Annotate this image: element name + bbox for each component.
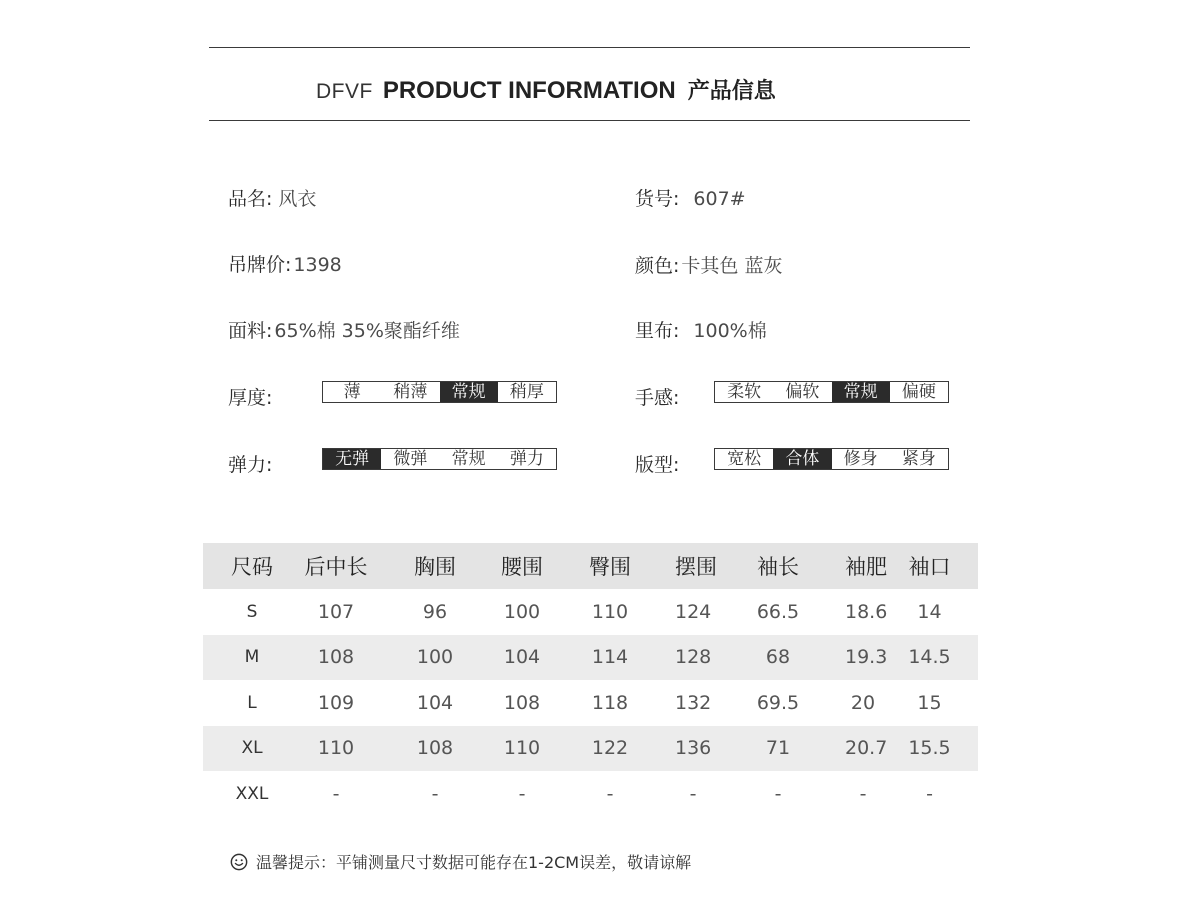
- header-cell: 尺码: [231, 555, 273, 579]
- fit-options: [714, 448, 949, 470]
- header-cell: 腰围: [501, 555, 543, 579]
- product-color: [635, 251, 782, 278]
- measure-cell: 14: [917, 600, 942, 623]
- size-cell: S: [246, 601, 258, 622]
- thickness-option: 稍厚: [509, 381, 544, 402]
- measure-cell: 15.5: [908, 737, 951, 760]
- measure-cell: 20.7: [845, 737, 888, 760]
- measure-cell: 108: [317, 646, 355, 669]
- fabric-value: 65%棉 35%聚酯纤维: [274, 320, 460, 342]
- measure-cell: 122: [591, 737, 629, 760]
- tag-price-label: 吊牌价:: [228, 254, 292, 276]
- elasticity-label: 弹力:: [228, 454, 273, 476]
- header-cell: 胸围: [414, 555, 456, 579]
- fit-option: 合体: [773, 449, 831, 469]
- product-name-value: 风衣: [278, 188, 317, 210]
- measure-cell: 128: [675, 646, 712, 669]
- header-cell: 袖长: [757, 555, 799, 579]
- tip-text: 温馨提示：平铺测量尺寸数据可能存在1-2CM误差，敬请谅解: [256, 853, 692, 872]
- measure-cell: 132: [675, 691, 712, 714]
- measure-cell: 107: [317, 600, 355, 623]
- thickness-options: [322, 381, 557, 403]
- fit-option: 宽松: [727, 448, 762, 469]
- lining-value: 100%棉: [693, 320, 767, 342]
- brand-name: DFVF: [316, 80, 373, 103]
- product-sku: [635, 184, 746, 211]
- feel-option: 常规: [832, 382, 890, 402]
- fabric-label: 面料:: [228, 320, 273, 342]
- table-row: [203, 635, 978, 681]
- measurement-tip: [230, 850, 691, 873]
- product-name-label: 品名:: [228, 188, 273, 210]
- measure-cell: 118: [591, 691, 629, 714]
- measure-cell: 20: [850, 691, 876, 714]
- header-cell: 后中长: [304, 555, 368, 579]
- table-row: [203, 589, 978, 635]
- table-row: [203, 726, 978, 772]
- product-color-value: 卡其色 蓝灰: [681, 255, 783, 277]
- size-cell: M: [244, 647, 260, 668]
- measure-cell: 110: [591, 600, 629, 623]
- fit-option: 修身: [843, 448, 878, 469]
- measure-cell: 110: [503, 737, 541, 760]
- measure-cell: -: [859, 782, 867, 805]
- measure-cell: 19.3: [845, 646, 888, 669]
- fit-option: 紧身: [901, 448, 936, 469]
- table-row: [203, 771, 978, 817]
- measure-cell: 66.5: [756, 600, 800, 623]
- header-title: PRODUCT INFORMATION: [382, 77, 676, 104]
- thickness-option: 薄: [343, 381, 361, 402]
- measure-cell: 96: [422, 600, 448, 623]
- feel-options: [714, 381, 949, 403]
- lining: [635, 316, 767, 343]
- measure-cell: 68: [765, 646, 791, 669]
- measure-cell: -: [431, 782, 439, 805]
- size-cell: XXL: [235, 783, 269, 804]
- measure-cell: -: [518, 782, 526, 805]
- smile-icon: [230, 853, 248, 871]
- elasticity-option: 弹力: [509, 448, 544, 469]
- measure-cell: 109: [317, 691, 355, 714]
- tag-price: [228, 250, 342, 277]
- size-cell: L: [247, 692, 257, 713]
- lining-label: 里布:: [635, 320, 680, 342]
- header-cell: 摆围: [675, 555, 717, 579]
- header-cell: 袖肥: [845, 555, 887, 579]
- elasticity-option: 无弹: [323, 449, 381, 469]
- elasticity-option: 常规: [451, 448, 486, 469]
- measure-cell: -: [332, 782, 340, 805]
- measure-cell: 69.5: [756, 691, 800, 714]
- product-sku-value: 607#: [693, 188, 746, 210]
- size-table-body: [203, 589, 978, 817]
- measure-cell: 104: [416, 691, 454, 714]
- bottom-rule: [209, 120, 970, 121]
- measure-cell: 108: [416, 737, 454, 760]
- measure-cell: -: [774, 782, 782, 805]
- section-header: [316, 74, 776, 104]
- measure-cell: 136: [675, 737, 712, 760]
- fabric: [228, 316, 460, 343]
- measure-cell: 104: [503, 646, 541, 669]
- measure-cell: 124: [675, 600, 712, 623]
- top-rule: [209, 47, 970, 48]
- feel-option: 偏硬: [901, 381, 936, 402]
- header-cell: 袖口: [908, 555, 951, 579]
- elasticity-option: 微弹: [393, 448, 428, 469]
- feel-option: 偏软: [785, 381, 820, 402]
- thickness-option: 常规: [440, 382, 498, 402]
- size-table: [203, 543, 978, 817]
- fit-label: 版型:: [635, 454, 680, 476]
- feel-option: 柔软: [727, 381, 762, 402]
- measure-cell: 15: [917, 691, 942, 714]
- measure-cell: 18.6: [845, 600, 888, 623]
- product-name: [228, 184, 316, 211]
- measure-cell: 71: [765, 737, 791, 760]
- header-cell: 臀围: [589, 555, 631, 579]
- elasticity-options: [322, 448, 557, 470]
- measure-cell: 100: [503, 600, 541, 623]
- size-table-header: [203, 543, 978, 589]
- header-title-cn: 产品信息: [687, 79, 776, 104]
- feel-label: 手感:: [635, 387, 680, 409]
- product-sku-label: 货号:: [635, 188, 680, 210]
- measure-cell: 114: [591, 646, 629, 669]
- thickness-label: 厚度:: [228, 387, 273, 409]
- thickness-option: 稍薄: [393, 381, 428, 402]
- measure-cell: -: [689, 782, 697, 805]
- measure-cell: 108: [503, 691, 541, 714]
- size-cell: XL: [241, 738, 263, 759]
- product-color-label: 颜色:: [635, 255, 680, 277]
- measure-cell: 100: [416, 646, 454, 669]
- measure-cell: -: [606, 782, 614, 805]
- measure-cell: -: [926, 782, 933, 805]
- measure-cell: 14.5: [908, 646, 951, 669]
- table-row: [203, 680, 978, 726]
- tag-price-value: 1398: [293, 254, 342, 276]
- measure-cell: 110: [317, 737, 355, 760]
